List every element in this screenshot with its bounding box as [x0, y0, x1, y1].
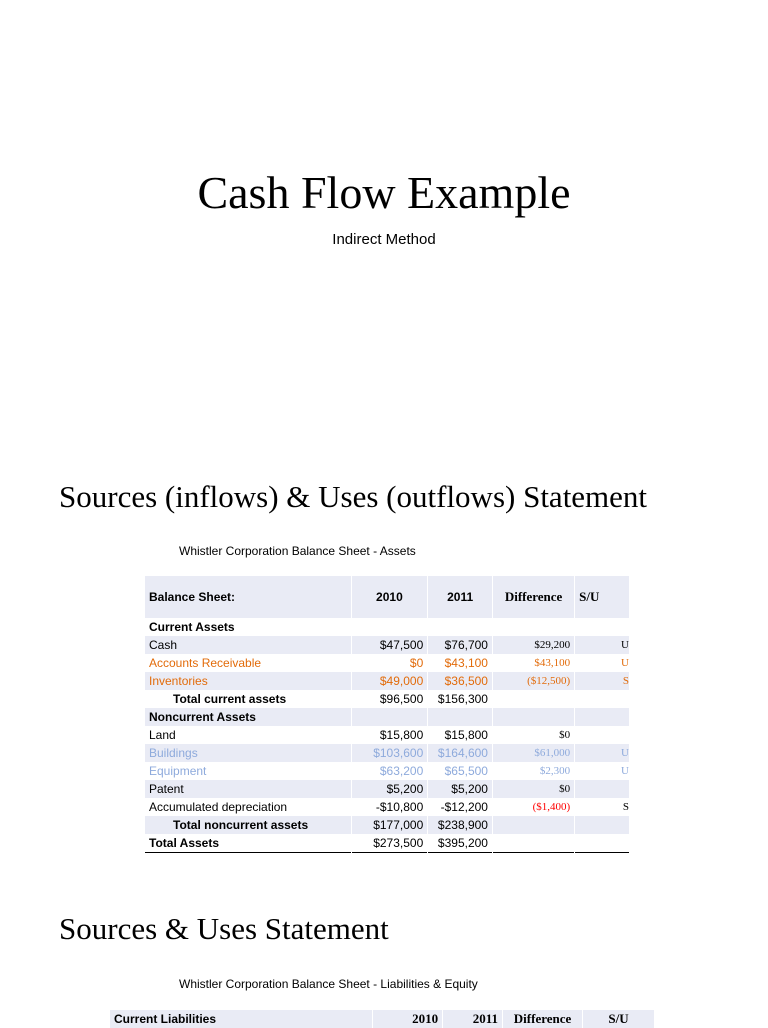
- cell-2010: $63,200: [351, 762, 428, 780]
- table-row: [145, 744, 630, 762]
- header-current-liabilities: Current Liabilities: [110, 1010, 373, 1028]
- cell-difference: $0: [492, 780, 574, 798]
- slide-subtitle: Indirect Method: [332, 231, 436, 248]
- table-row: [145, 816, 630, 834]
- row-label: Cash: [145, 636, 351, 654]
- cell-su: [575, 780, 630, 798]
- cell-2010: $273,500: [351, 834, 428, 853]
- table-row: [145, 672, 630, 690]
- cell-difference: $0: [492, 726, 574, 744]
- cell-su: S: [575, 798, 630, 816]
- header-su: S/U: [583, 1010, 655, 1028]
- cell-2011: $15,800: [428, 726, 493, 744]
- slide-title: Cash Flow Example: [197, 167, 571, 218]
- cell-2010: [351, 708, 428, 726]
- section-heading-sources-uses-statement: Sources & Uses Statement: [59, 911, 389, 946]
- row-label: Total noncurrent assets: [145, 816, 351, 834]
- table-row: [145, 654, 630, 672]
- cell-2010: $49,000: [351, 672, 428, 690]
- cell-2011: [428, 708, 493, 726]
- cell-su: [575, 690, 630, 708]
- table-header-row: [110, 1010, 655, 1028]
- cell-2011: $36,500: [428, 672, 493, 690]
- cell-su: [575, 618, 630, 636]
- table-row: [145, 708, 630, 726]
- cell-2011: $65,500: [428, 762, 493, 780]
- cell-difference: [492, 690, 574, 708]
- cell-2011: [428, 618, 493, 636]
- table-row: [145, 798, 630, 816]
- cell-2010: $103,600: [351, 744, 428, 762]
- row-label: Buildings: [145, 744, 351, 762]
- cell-su: [575, 726, 630, 744]
- assets-table-caption: Whistler Corporation Balance Sheet - Assets: [179, 544, 416, 558]
- cell-2011: $238,900: [428, 816, 493, 834]
- cell-2010: -$10,800: [351, 798, 428, 816]
- header-su: S/U: [575, 576, 630, 618]
- row-label: Total current assets: [145, 690, 351, 708]
- liabilities-table-caption: Whistler Corporation Balance Sheet - Liabilities & Equity: [179, 977, 478, 991]
- header-balance-sheet: Balance Sheet:: [145, 576, 351, 618]
- cell-difference: $2,300: [492, 762, 574, 780]
- cell-difference: $61,000: [492, 744, 574, 762]
- cell-difference: [492, 708, 574, 726]
- cell-difference: [492, 618, 574, 636]
- table-row: [145, 690, 630, 708]
- table-header-row: [145, 576, 630, 618]
- liabilities-balance-sheet-table: [110, 1010, 655, 1028]
- table-row: [145, 726, 630, 744]
- assets-balance-sheet-table: [145, 576, 630, 853]
- cell-difference: $29,200: [492, 636, 574, 654]
- cell-su: U: [575, 762, 630, 780]
- cell-su: U: [575, 636, 630, 654]
- cell-2011: $164,600: [428, 744, 493, 762]
- cell-2011: $43,100: [428, 654, 493, 672]
- table-row: [145, 834, 630, 853]
- cell-2011: -$12,200: [428, 798, 493, 816]
- row-label: Inventories: [145, 672, 351, 690]
- cell-difference: $43,100: [492, 654, 574, 672]
- cell-2011: $395,200: [428, 834, 493, 853]
- cell-difference: ($12,500): [492, 672, 574, 690]
- header-2011: 2011: [428, 576, 493, 618]
- cell-difference: ($1,400): [492, 798, 574, 816]
- table-row: [145, 780, 630, 798]
- section-heading-sources-uses: Sources (inflows) & Uses (outflows) Statement: [59, 479, 648, 514]
- table-row: [145, 636, 630, 654]
- cell-2010: $47,500: [351, 636, 428, 654]
- cell-2010: $5,200: [351, 780, 428, 798]
- row-label: Current Assets: [145, 618, 351, 636]
- row-label: Patent: [145, 780, 351, 798]
- table-row: [145, 618, 630, 636]
- cell-2010: $96,500: [351, 690, 428, 708]
- cell-2010: $0: [351, 654, 428, 672]
- header-difference: Difference: [503, 1010, 583, 1028]
- row-label: Noncurrent Assets: [145, 708, 351, 726]
- table-row: [145, 762, 630, 780]
- cell-2010: $177,000: [351, 816, 428, 834]
- cell-su: [575, 834, 630, 853]
- header-2010: 2010: [373, 1010, 443, 1028]
- cell-su: [575, 816, 630, 834]
- header-difference: Difference: [492, 576, 574, 618]
- header-2010: 2010: [351, 576, 428, 618]
- cell-su: U: [575, 744, 630, 762]
- row-label: Equipment: [145, 762, 351, 780]
- row-label: Accumulated depreciation: [145, 798, 351, 816]
- cell-difference: [492, 834, 574, 853]
- row-label: Land: [145, 726, 351, 744]
- row-label: Accounts Receivable: [145, 654, 351, 672]
- cell-2011: $76,700: [428, 636, 493, 654]
- cell-2011: $156,300: [428, 690, 493, 708]
- cell-difference: [492, 816, 574, 834]
- row-label: Total Assets: [145, 834, 351, 853]
- header-2011: 2011: [443, 1010, 503, 1028]
- cell-su: S: [575, 672, 630, 690]
- cell-2010: [351, 618, 428, 636]
- cell-2011: $5,200: [428, 780, 493, 798]
- cell-su: [575, 708, 630, 726]
- cell-su: U: [575, 654, 630, 672]
- cell-2010: $15,800: [351, 726, 428, 744]
